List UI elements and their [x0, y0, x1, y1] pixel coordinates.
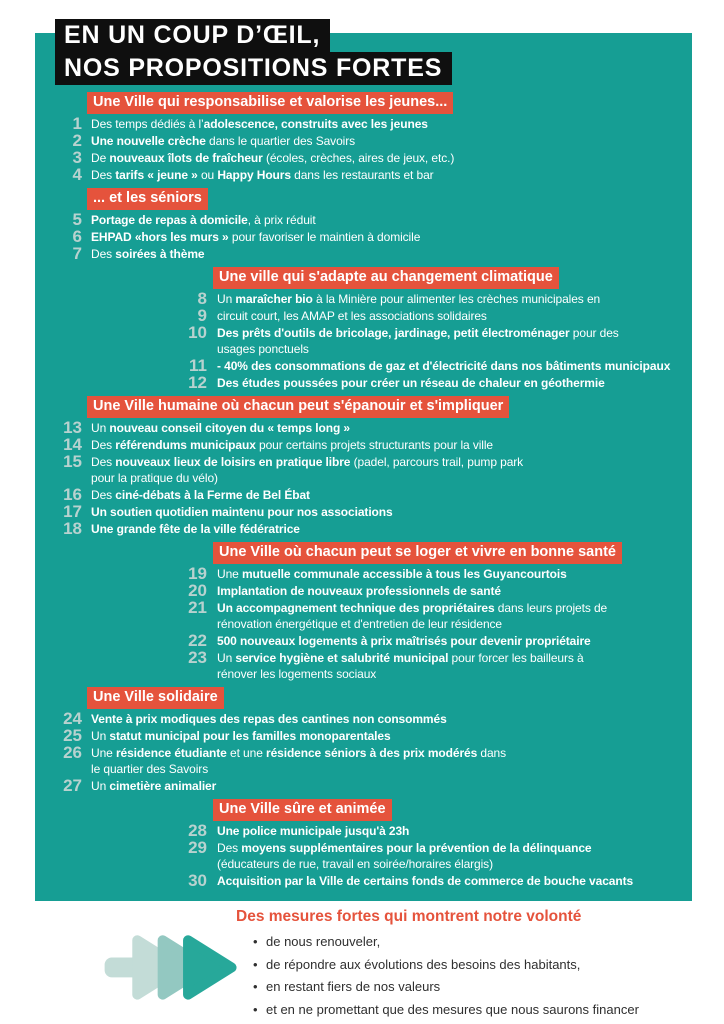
bullet-item	[253, 999, 639, 1022]
item-number: 15	[63, 452, 82, 471]
item-text-regular: Une	[91, 746, 116, 760]
item-row	[35, 437, 692, 453]
item-text-regular: rénover les logements sociaux	[217, 667, 377, 681]
item-row	[35, 633, 692, 649]
section	[35, 188, 692, 262]
item-row	[35, 454, 692, 486]
item-text-regular: dans	[477, 746, 507, 760]
section-header-label: Une Ville sûre et animée	[213, 799, 392, 821]
teal-panel	[35, 33, 692, 901]
item-text-regular: De	[91, 151, 110, 165]
footer-title: Des mesures fortes qui montrent notre volonté	[236, 908, 582, 925]
item-text	[91, 504, 393, 520]
item-text-regular: Des	[91, 455, 116, 469]
item-number: 19	[188, 564, 207, 583]
bullet-item	[253, 931, 639, 954]
bullet-dot-icon: •	[253, 979, 258, 994]
item-text	[217, 840, 591, 872]
item-number: 7	[72, 244, 82, 263]
item-row	[35, 650, 692, 682]
item-text	[91, 728, 391, 744]
section-header	[87, 396, 692, 418]
item-text	[91, 454, 523, 486]
item-text-bold: résidence séniors à des prix modérés	[266, 746, 478, 760]
item-number: 18	[63, 519, 82, 538]
item-text-regular: (padel, parcours trail, pump park	[350, 455, 524, 469]
item-text-regular: pour favoriser le maintien à domicile	[228, 230, 421, 244]
item-text	[217, 600, 607, 632]
item-text	[217, 823, 409, 839]
item-text	[91, 229, 420, 245]
section-header-label: Une Ville où chacun peut se loger et vivre en bonne santé	[213, 542, 622, 564]
item-number: 28	[188, 821, 207, 840]
item-text	[91, 778, 216, 794]
item-row	[35, 291, 692, 307]
item-text-regular: et une	[226, 746, 266, 760]
item-number: 4	[72, 165, 82, 184]
item-text	[217, 873, 633, 889]
item-number: 25	[63, 726, 82, 745]
item-row	[35, 487, 692, 503]
item-text-regular: pour des	[569, 326, 619, 340]
section-header	[87, 687, 692, 709]
item-number: 9	[197, 306, 207, 325]
bullet-item	[253, 954, 639, 977]
item-text-regular: Une	[217, 567, 242, 581]
item-text-regular: rénovation énergétique et d'entretien de leur résidence	[217, 617, 502, 631]
item-number: 26	[63, 743, 82, 762]
item-text	[91, 745, 506, 777]
item-text-bold: Une nouvelle crèche	[91, 134, 206, 148]
bullet-text: de répondre aux évolutions des besoins des habitants,	[266, 956, 581, 972]
item-row	[35, 728, 692, 744]
bullet-text: et en ne promettant que des mesures que nous saurons financer	[266, 1001, 639, 1017]
item-number: 12	[188, 373, 207, 392]
item-number: 1	[72, 114, 82, 133]
item-text-regular: dans le quartier des Savoirs	[205, 134, 356, 148]
item-row	[35, 308, 692, 324]
item-text	[91, 116, 428, 132]
item-text-bold: nouveaux îlots de fraîcheur	[109, 151, 263, 165]
item-number: 21	[188, 598, 207, 617]
item-text-bold: 500 nouveaux logements à prix maîtrisés pour devenir propriétaire	[217, 634, 591, 648]
item-number: 20	[188, 581, 207, 600]
triple-arrow-icon	[101, 931, 237, 1008]
item-text-regular: le quartier des Savoirs	[91, 762, 209, 776]
item-number: 27	[63, 776, 82, 795]
item-text-bold: Vente à prix modiques des repas des cantines non consommés	[91, 712, 447, 726]
item-text	[91, 133, 355, 149]
page-title	[55, 19, 452, 85]
item-text	[91, 167, 434, 183]
section-header-label: Une Ville solidaire	[87, 687, 224, 709]
item-number: 24	[63, 709, 82, 728]
item-text-bold: - 40% des consommations de gaz et d'électricité dans nos bâtiments municipaux	[217, 359, 671, 373]
item-text-regular: dans leurs projets de	[494, 601, 608, 615]
item-text-bold: ciné-débats à la Ferme de Bel Ébat	[115, 488, 310, 502]
item-text-bold: maraîcher bio	[235, 292, 313, 306]
item-text-regular: Des	[217, 841, 242, 855]
item-text	[217, 358, 670, 374]
item-number: 16	[63, 485, 82, 504]
footer-bullets	[253, 931, 639, 1021]
item-row	[35, 150, 692, 166]
title-line-2: NOS PROPOSITIONS FORTES	[55, 52, 452, 85]
item-text-bold: Happy Hours	[217, 168, 291, 182]
section-header	[213, 267, 692, 289]
item-text-bold: statut municipal pour les familles monoparentales	[109, 729, 391, 743]
item-text-bold: cimetière animalier	[109, 779, 217, 793]
item-text-regular: à la Minière pour alimenter les crèches municipales en	[312, 292, 601, 306]
item-number: 11	[189, 356, 207, 375]
item-text-bold: Une police municipale jusqu'à 23h	[217, 824, 410, 838]
item-text-regular: pour certains projets structurants pour la ville	[255, 438, 494, 452]
item-row	[35, 840, 692, 872]
item-number: 8	[197, 289, 207, 308]
bullet-item	[253, 976, 639, 999]
bullet-text: en restant fiers de nos valeurs	[266, 979, 441, 994]
section-header	[87, 188, 692, 210]
item-row	[35, 133, 692, 149]
item-row	[35, 566, 692, 582]
item-row	[35, 504, 692, 520]
item-number: 17	[63, 502, 82, 521]
item-row	[35, 116, 692, 132]
item-text	[91, 487, 310, 503]
item-row	[35, 521, 692, 537]
item-text	[91, 437, 493, 453]
item-text	[91, 711, 447, 727]
item-text	[91, 521, 300, 537]
item-number: 2	[72, 131, 82, 150]
item-text	[91, 150, 454, 166]
item-text-regular: dans les restaurants et bar	[290, 168, 434, 182]
item-text-regular: Un	[91, 729, 110, 743]
item-text-regular: circuit court, les AMAP et les associations solidaires	[217, 309, 487, 323]
item-text	[91, 420, 350, 436]
item-number: 29	[188, 838, 207, 857]
item-text-regular: usages ponctuels	[217, 342, 309, 356]
item-text-bold: soirées à thème	[115, 247, 205, 261]
item-text-regular: (éducateurs de rue, travail en soirée/horaires élargis)	[217, 857, 493, 871]
item-number: 10	[188, 323, 207, 342]
item-row	[35, 873, 692, 889]
section	[35, 542, 692, 682]
item-number: 14	[63, 435, 82, 454]
item-text	[217, 291, 600, 307]
item-text	[217, 325, 619, 357]
item-text-bold: adolescence, construits avec les jeunes	[203, 117, 428, 131]
item-text-regular: ou	[197, 168, 218, 182]
item-text	[217, 583, 501, 599]
item-row	[35, 745, 692, 777]
item-text-bold: résidence étudiante	[115, 746, 227, 760]
item-text-regular: pour forcer les bailleurs à	[448, 651, 584, 665]
item-text-bold: Des études poussées pour créer un réseau de chaleur en géothermie	[217, 376, 605, 390]
item-row	[35, 583, 692, 599]
item-text-regular: Des temps dédiés à l’	[91, 117, 204, 131]
bullet-dot-icon: •	[253, 934, 258, 949]
section	[35, 687, 692, 794]
item-text	[91, 246, 205, 262]
section-header-label: Une Ville qui responsabilise et valorise les jeunes...	[87, 92, 453, 114]
item-text-bold: Acquisition par la Ville de certains fonds de commerce de bouche vacants	[217, 874, 634, 888]
section-header-label: Une ville qui s'adapte au changement climatique	[213, 267, 559, 289]
item-text	[217, 566, 567, 582]
item-row	[35, 229, 692, 245]
section	[35, 799, 692, 889]
item-number: 30	[188, 871, 207, 890]
item-text-bold: nouveaux lieux de loisirs en pratique libre	[115, 455, 351, 469]
item-number: 23	[188, 648, 207, 667]
section-header	[87, 92, 692, 114]
section	[35, 267, 692, 391]
item-text-bold: service hygiène et salubrité municipal	[235, 651, 449, 665]
item-text-bold: référendums municipaux	[115, 438, 256, 452]
item-text-bold: tarifs « jeune »	[115, 168, 198, 182]
item-text-regular: Un	[91, 421, 110, 435]
item-text	[217, 633, 591, 649]
section	[35, 396, 692, 537]
item-row	[35, 167, 692, 183]
item-text-bold: Une grande fête de la ville fédératrice	[91, 522, 300, 536]
item-number: 6	[72, 227, 82, 246]
item-text-bold: Implantation de nouveaux professionnels de santé	[217, 584, 501, 598]
item-number: 22	[188, 631, 207, 650]
item-text-regular: Des	[91, 438, 116, 452]
item-row	[35, 375, 692, 391]
item-text-regular: , à prix réduit	[247, 213, 316, 227]
item-text-bold: Un accompagnement technique des propriétaires	[217, 601, 495, 615]
item-text-regular: Des	[91, 247, 116, 261]
item-text-regular: Un	[217, 292, 236, 306]
item-text-regular: Des	[91, 168, 116, 182]
item-row	[35, 420, 692, 436]
item-text-bold: Un soutien quotidien maintenu pour nos associations	[91, 505, 393, 519]
item-row	[35, 711, 692, 727]
item-text-regular: pour la pratique du vélo)	[91, 471, 218, 485]
item-text-regular: Un	[217, 651, 236, 665]
section-header-label: ... et les séniors	[87, 188, 208, 210]
item-text	[217, 308, 487, 324]
item-number: 13	[63, 418, 82, 437]
item-text-bold: mutuelle communale accessible à tous les Guyancourtois	[241, 567, 567, 581]
item-text-bold: EHPAD «hors les murs »	[91, 230, 229, 244]
section-header	[213, 542, 692, 564]
item-row	[35, 212, 692, 228]
sections	[35, 33, 692, 889]
item-text	[217, 375, 605, 391]
section-header-label: Une Ville humaine où chacun peut s'épanouir et s'impliquer	[87, 396, 509, 418]
title-line-1: EN UN COUP D’ŒIL,	[55, 19, 330, 52]
item-text	[91, 212, 316, 228]
item-row	[35, 778, 692, 794]
item-text-bold: nouveau conseil citoyen du « temps long »	[109, 421, 350, 435]
item-text-regular: Des	[91, 488, 116, 502]
item-row	[35, 358, 692, 374]
item-text-regular: Un	[91, 779, 110, 793]
item-number: 5	[72, 210, 82, 229]
item-row	[35, 600, 692, 632]
bullet-text: de nous renouveler,	[266, 934, 381, 949]
item-number: 3	[72, 148, 82, 167]
item-row	[35, 246, 692, 262]
item-text	[217, 650, 584, 682]
item-row	[35, 823, 692, 839]
item-row	[35, 325, 692, 357]
section-header	[213, 799, 692, 821]
section	[35, 92, 692, 183]
item-text-regular: (écoles, crèches, aires de jeux, etc.)	[262, 151, 455, 165]
bullet-dot-icon: •	[253, 1001, 258, 1017]
bullet-dot-icon: •	[253, 956, 258, 972]
item-text-bold: Portage de repas à domicile	[91, 213, 248, 227]
item-text-bold: Des prêts d'outils de bricolage, jardinage, petit électroménager	[217, 326, 570, 340]
item-text-bold: moyens supplémentaires pour la prévention de la délinquance	[241, 841, 592, 855]
